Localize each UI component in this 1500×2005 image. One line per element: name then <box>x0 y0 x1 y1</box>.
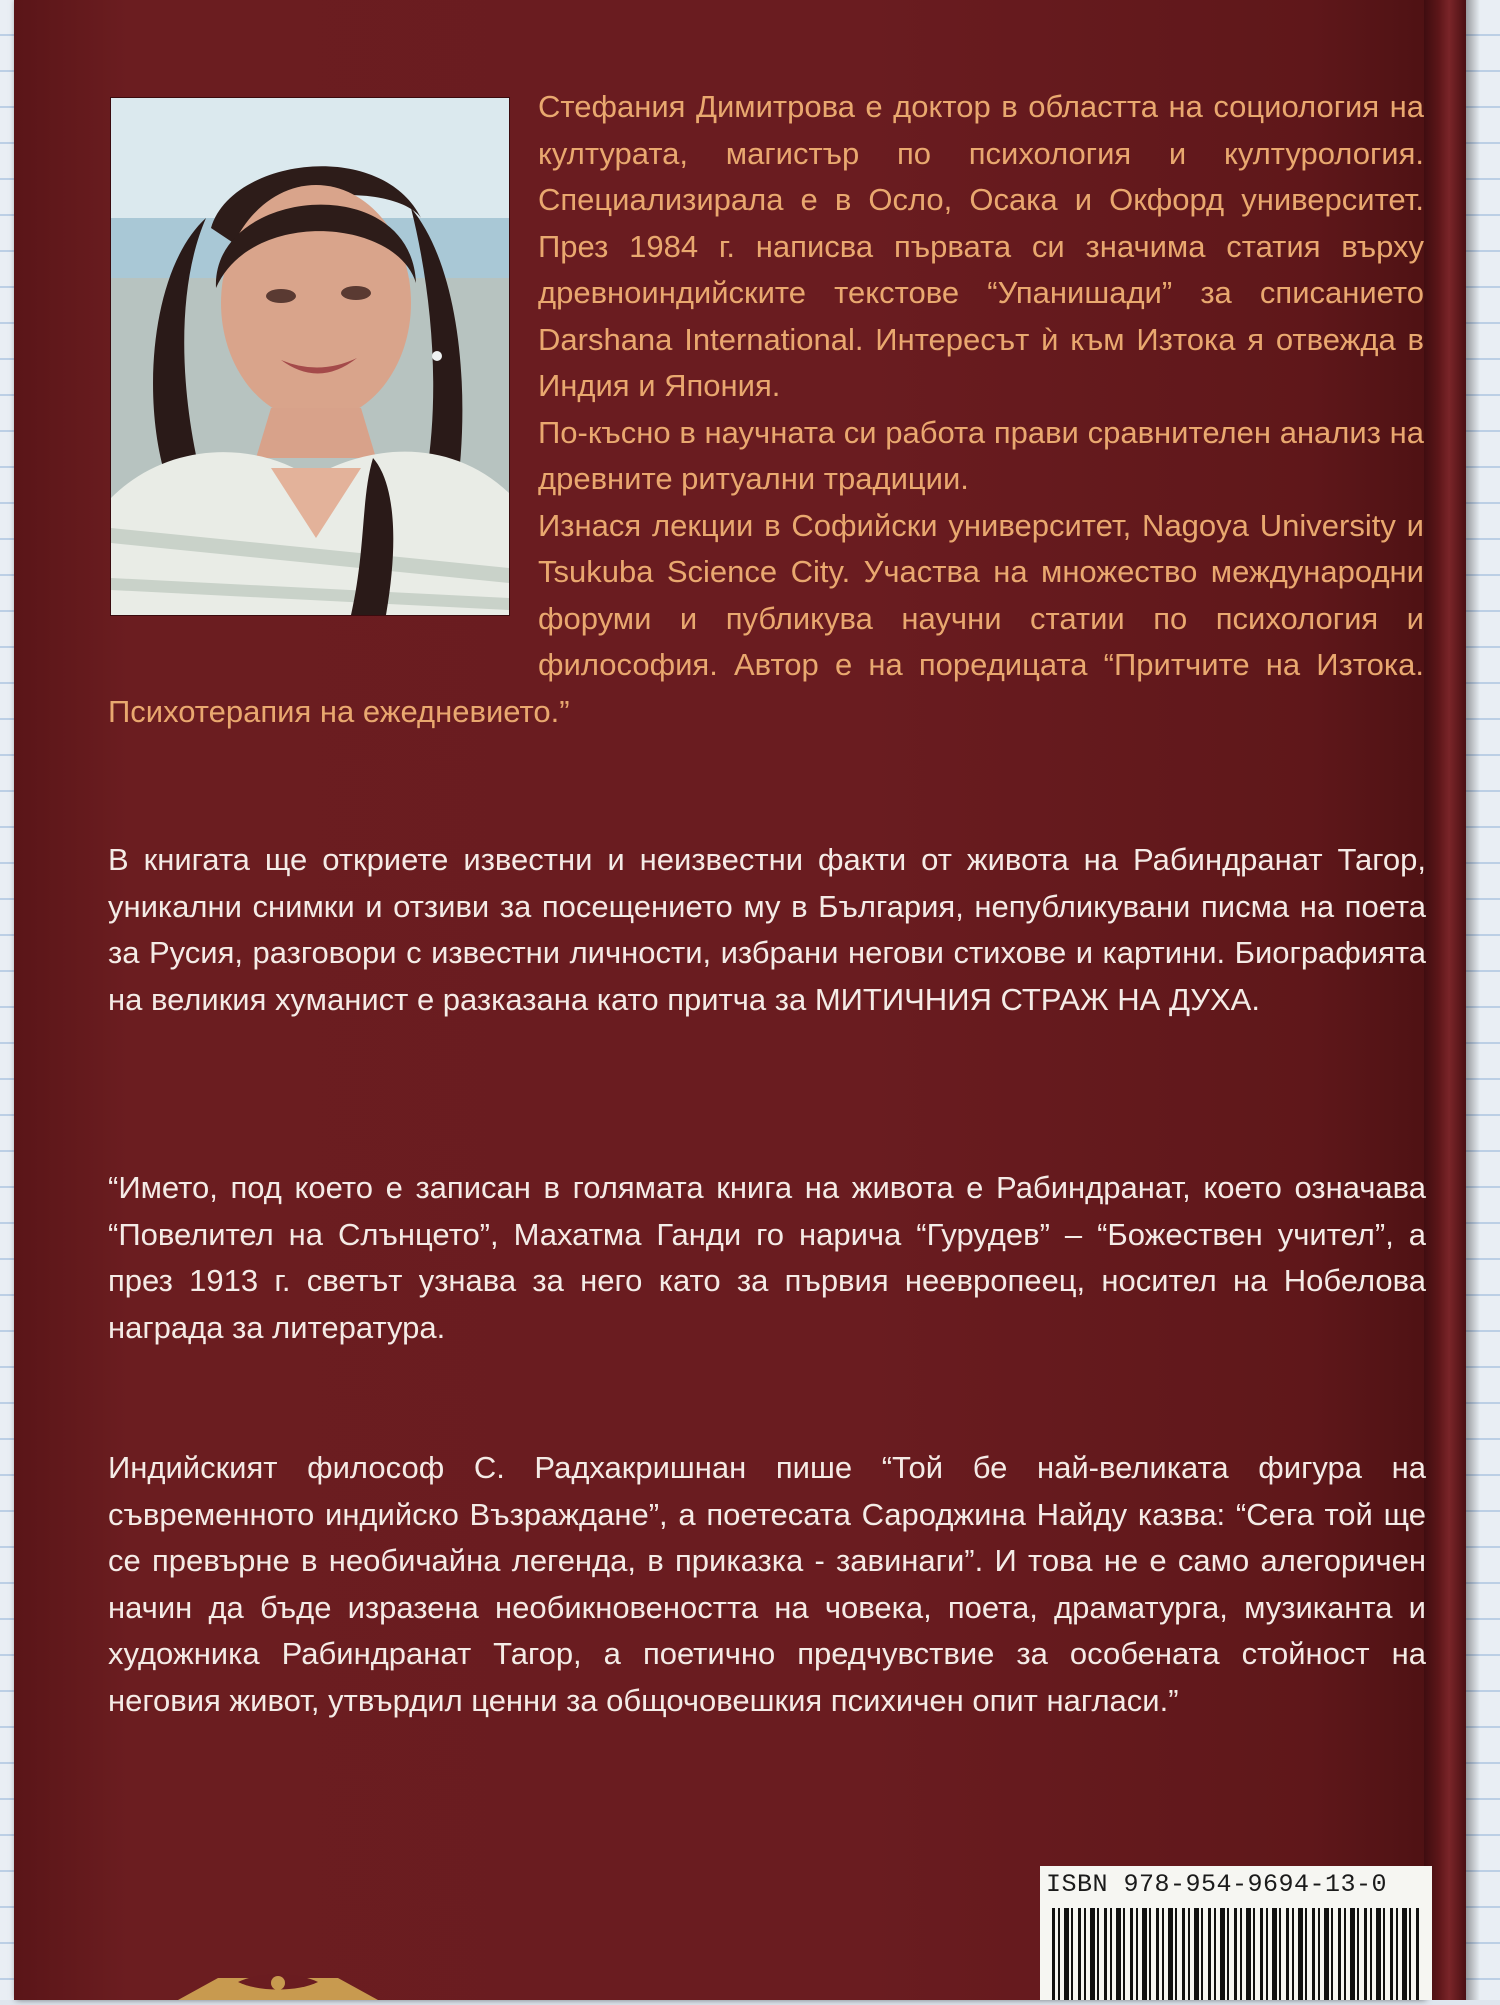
quote-paragraph-radhakrishnan: Индийският философ С. Радхакришнан пише “Той бе най-великата фигура на съвременното индийско Възраждане”, а поетесата Сароджина Найду казва: “Сега той ще се превърне в необичайна легенда, в приказка - завинаги”. И това не е само алегоричен начин да бъде изразена необикновеността на човека, поета, драматурга, музиканта и художника Рабиндранат Тагор, а поетично предчувствие за особената стойност на неговия живот, утвърдил ценни за общочовешкия психичен опит нагласи.” <box>108 1450 1426 1718</box>
photo-spacer <box>108 84 538 684</box>
book-description-paragraph: В книгата ще откриете известни и неизвестни факти от живота на Рабиндранат Тагор, уникални снимки и отзиви за посещението му в България, непубликувани писма на поета за Русия, разговори с известни личности, избрани негови стихове и картини. Биографията на великия хуманист е разказана като притча за МИТИЧНИЯ СТРАЖ НА ДУХА. <box>108 842 1426 1017</box>
barcode-icon <box>1052 1908 1422 2000</box>
isbn-number: ISBN 978-954-9694-13-0 <box>1046 1870 1388 1899</box>
book-spine-edge <box>1424 0 1466 2000</box>
spine-shadow <box>1466 0 1480 2000</box>
quote-paragraph-name: “Името, под което е записан в голямата книга на живота е Рабиндранат, което означава “Повелител на Слънцето”, Махатма Ганди го нарича “Гурудев” – “Божествен учител”, а през 1913 г. светът узнава за него като за първия неевропеец, носител на Нобелова награда за литература. <box>108 1170 1426 1345</box>
bio-paragraph-3: Изнася лекции в Софийски университет, Nagoya University и Tsukuba Science City. Участва на множество международни форуми и публикува научни статии по психология и философия. Автор е на поредицата “Притчите на Изтока. Психотерапия на ежедневието.” <box>108 507 1424 729</box>
bio-paragraph-2: По-късно в научната си работа прави сравнителен анализ на древните ритуални традиции. <box>538 414 1424 496</box>
publisher-logo-icon <box>178 1968 378 2000</box>
isbn-barcode-box <box>1040 1866 1432 2000</box>
author-bio <box>108 84 1424 735</box>
bio-paragraph-1: Стефания Димитрова е доктор в областта на социология на културата, магистър по психология и културология. Специализирала е в Осло, Осака и Окфорд университет. През 1984 г. написва първата си значима статия върху древноиндийските текстове “Упанишади” за списанието Darshana International. Интересът ѝ към Изтока я отвежда в Индия и Япония. <box>538 89 1424 403</box>
